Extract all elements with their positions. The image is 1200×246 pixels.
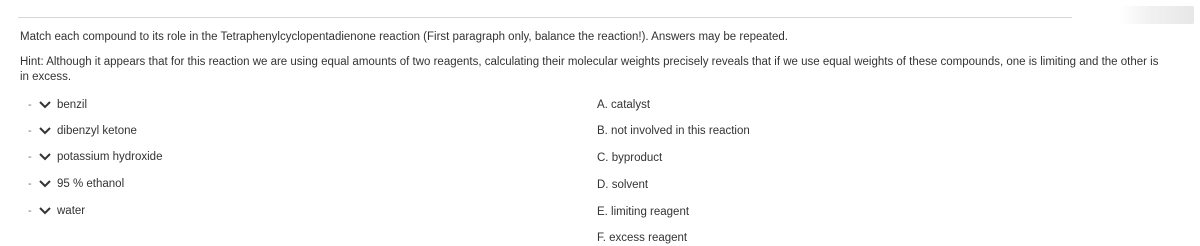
role-dropdown[interactable] xyxy=(38,97,87,113)
question-text: Match each compound to its role in the Tetraphenylcyclopentadienone reaction (First paragraph only, balance the reaction!). Answers may be repeated. xyxy=(20,31,788,43)
role-dropdown[interactable] xyxy=(38,203,85,219)
choice-item: F. excess reagent xyxy=(597,232,688,244)
answer-slot: - xyxy=(28,151,32,163)
compound-row xyxy=(28,176,124,192)
divider xyxy=(18,17,1072,18)
compound-row xyxy=(28,203,85,219)
chevron-down-icon xyxy=(38,100,52,110)
faded-header-text xyxy=(22,3,56,12)
answer-slot: - xyxy=(28,205,32,217)
compound-row xyxy=(28,97,87,113)
hint-text: Hint: Although it appears that for this reaction we are using equal amounts of two reagents, calculating their molecular weights precisely reveals that if we use equal weights of these compounds, one is limiting and the other is in excess. xyxy=(20,56,1159,83)
compound-row xyxy=(28,123,137,139)
role-dropdown[interactable] xyxy=(38,123,137,139)
role-dropdown[interactable] xyxy=(38,149,162,165)
role-dropdown[interactable] xyxy=(38,176,124,192)
compound-row xyxy=(28,149,162,165)
compound-label: dibenzyl ketone xyxy=(57,125,137,137)
choice-item: E. limiting reagent xyxy=(597,206,690,218)
answer-slot: - xyxy=(28,99,32,111)
chevron-down-icon xyxy=(38,179,52,189)
choice-item: D. solvent xyxy=(597,179,649,191)
answer-slot: - xyxy=(28,125,32,137)
compound-label: potassium hydroxide xyxy=(57,151,163,163)
choice-item: B. not involved in this reaction xyxy=(597,125,750,137)
choice-item: C. byproduct xyxy=(597,152,663,164)
compound-label: 95 % ethanol xyxy=(57,178,125,190)
choice-item: A. catalyst xyxy=(597,99,651,111)
compound-label: benzil xyxy=(57,99,88,111)
compound-label: water xyxy=(57,205,86,217)
chevron-down-icon xyxy=(38,126,52,136)
faded-corner-graphic xyxy=(1120,6,1194,24)
chevron-down-icon xyxy=(38,206,52,216)
chevron-down-icon xyxy=(38,152,52,162)
answer-slot: - xyxy=(28,178,32,190)
